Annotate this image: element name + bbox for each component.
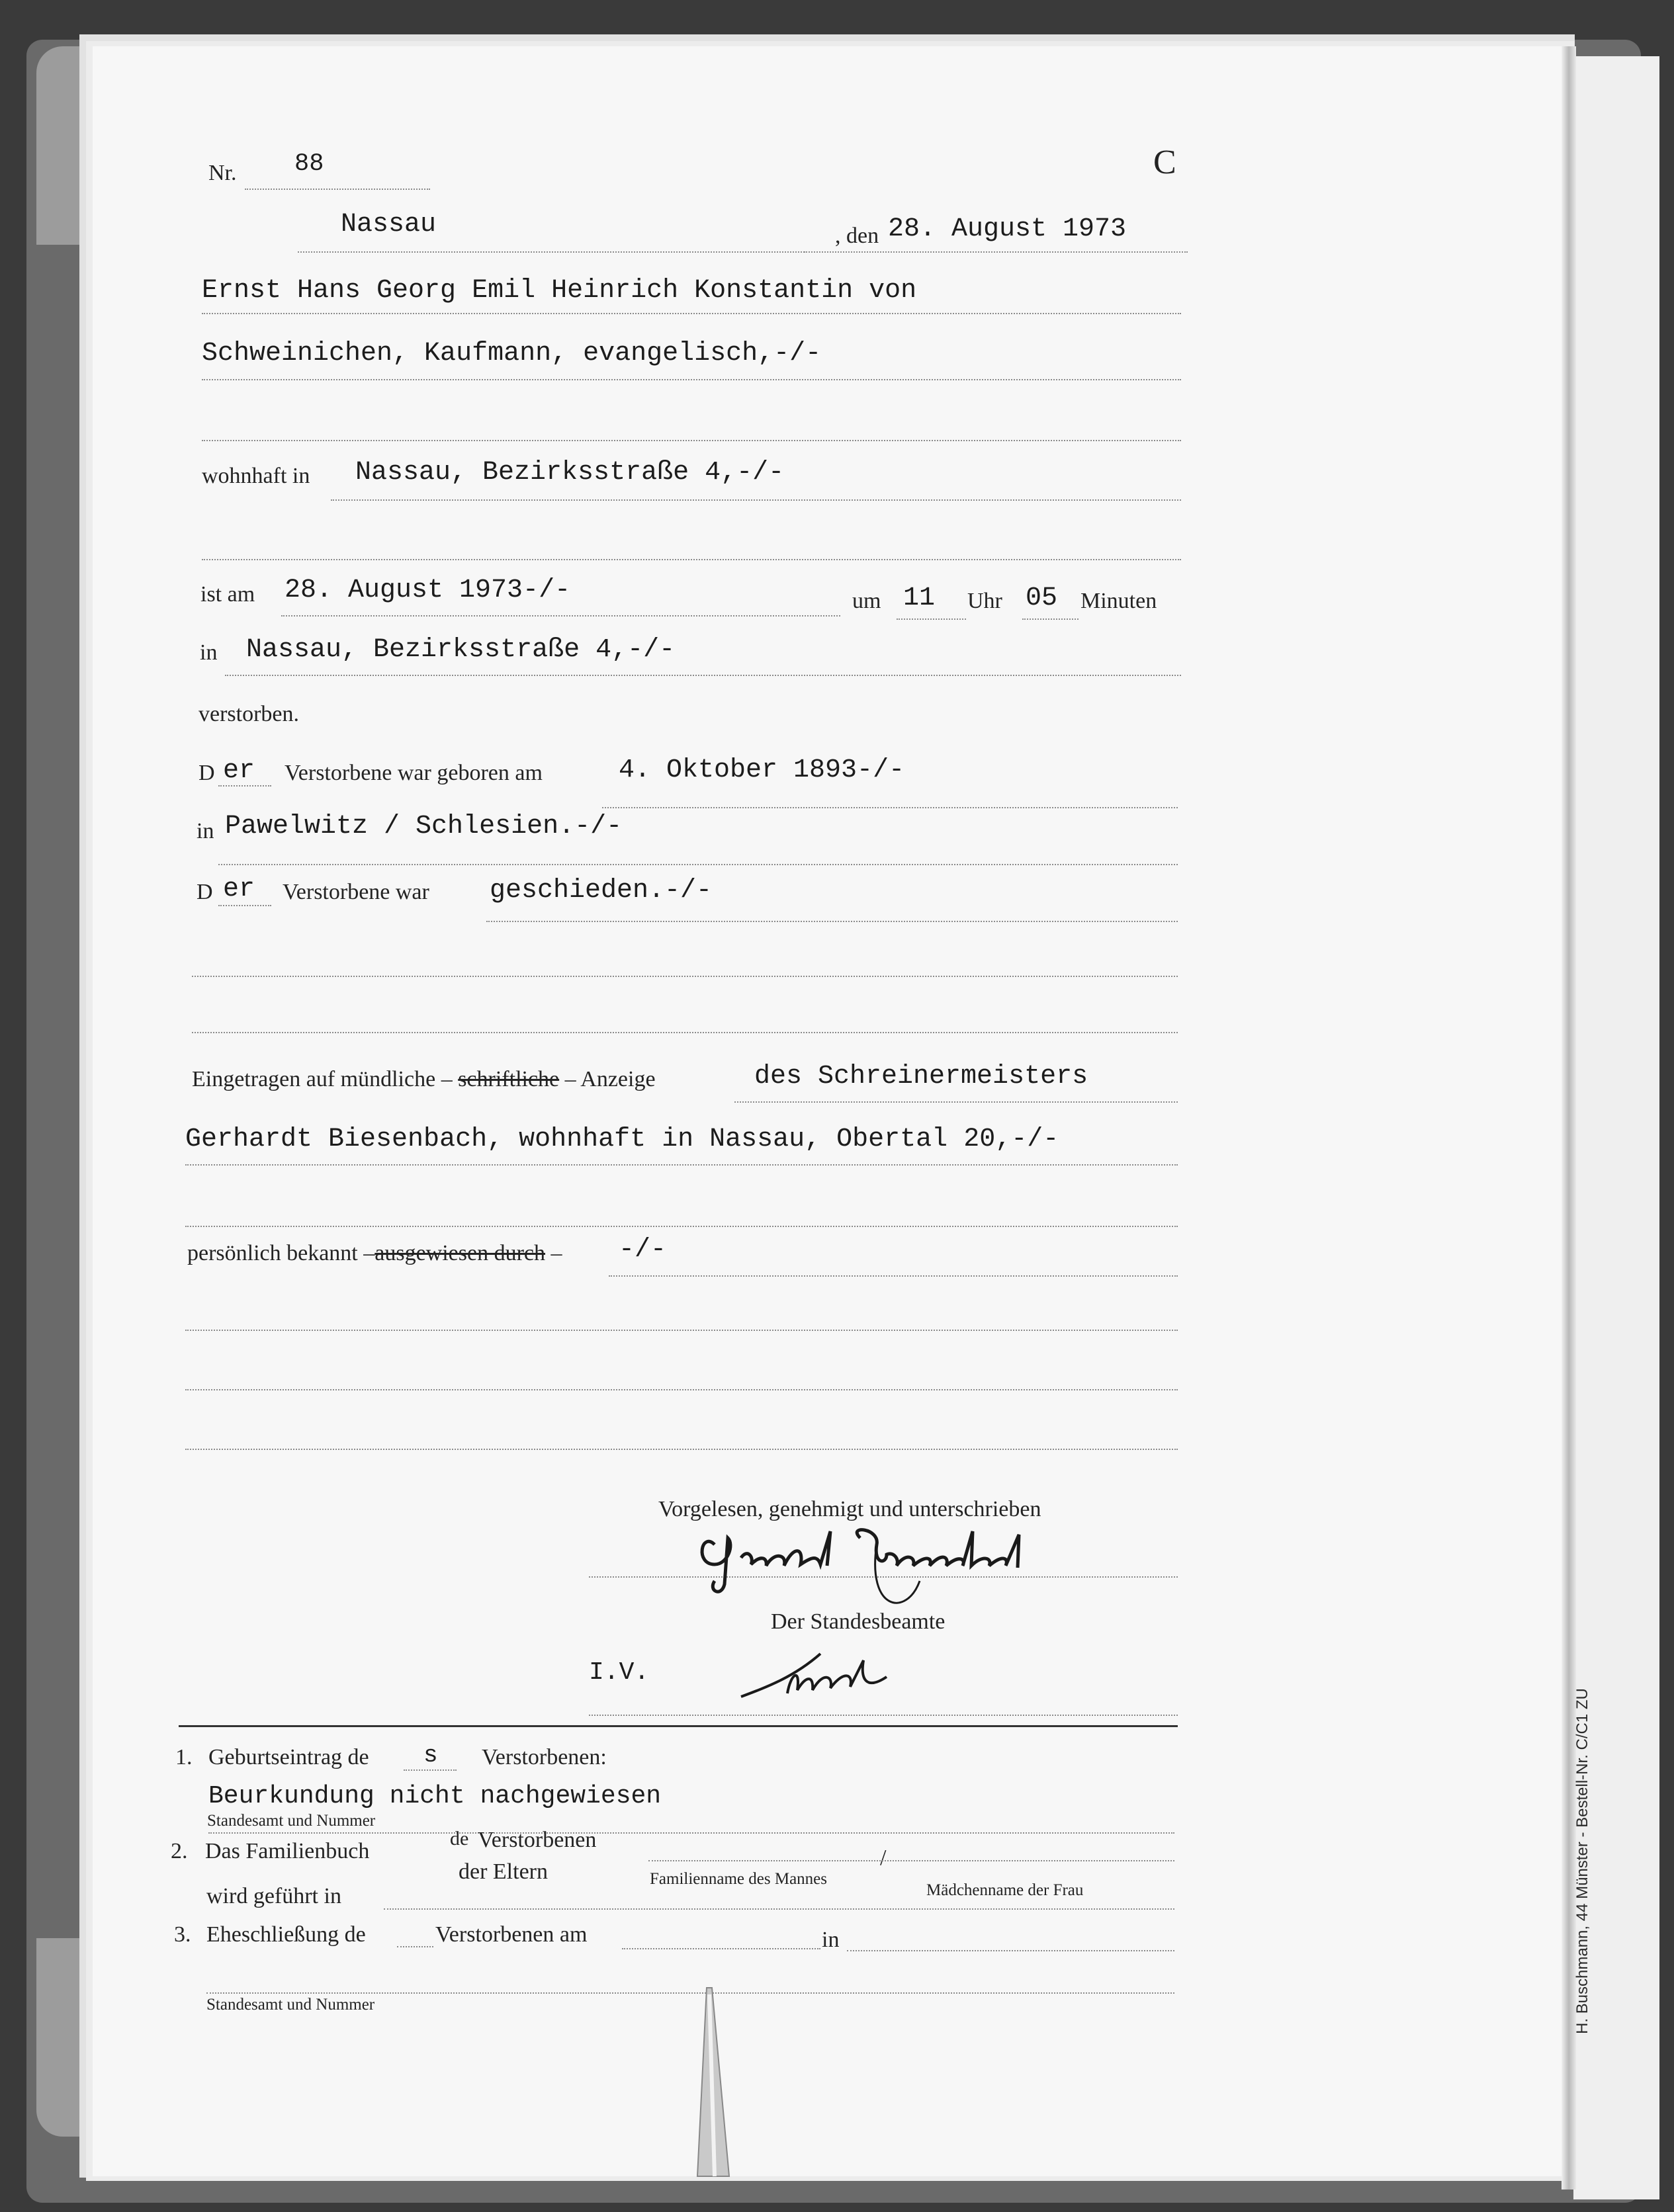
- identity-typed: -/-: [619, 1235, 667, 1265]
- item2-num: 2.: [171, 1839, 188, 1863]
- death-minutes-rule: [1022, 618, 1079, 620]
- place: Nassau: [341, 210, 437, 239]
- register-page: [93, 46, 1565, 2176]
- death-date-rule: [281, 615, 840, 617]
- residence-rule: [331, 499, 1181, 501]
- item3-num: 3.: [174, 1922, 191, 1947]
- item1-num: 1.: [175, 1745, 193, 1769]
- death-place: Nassau, Bezirksstraße 4,-/-: [246, 635, 676, 665]
- marital-rule-2: [192, 976, 1178, 977]
- name-rule-2: [202, 379, 1181, 380]
- birth-place-rule: [218, 864, 1178, 865]
- approval-text: Vorgelesen, genehmigt und unterschrieben: [658, 1497, 1041, 1521]
- death-hour: 11: [903, 583, 936, 613]
- item2-rule-2: [384, 1908, 1174, 1910]
- date: 28. August 1973: [888, 214, 1127, 244]
- residence-label: wohnhaft in: [202, 464, 310, 488]
- residence-value: Nassau, Bezirksstraße 4,-/-: [355, 458, 785, 488]
- identity-rule: [609, 1275, 1178, 1277]
- item3-in: in: [822, 1928, 840, 1952]
- item3-caption: Standesamt und Nummer: [206, 1996, 375, 2014]
- birth-date-rule: [602, 807, 1178, 808]
- birth-text: Verstorbene war geboren am: [285, 761, 543, 785]
- nr-line: [245, 189, 430, 190]
- den-label: , den: [835, 224, 879, 248]
- death-minuten: Minuten: [1080, 589, 1157, 613]
- item3-date-rule: [622, 1948, 820, 1949]
- report-typed-1: des Schreinermeisters: [754, 1062, 1088, 1091]
- item1-typed: Beurkundung nicht nachgewiesen: [208, 1782, 662, 1810]
- item2-opt2: der Eltern: [459, 1859, 548, 1884]
- blank-rule-3: [185, 1449, 1178, 1450]
- birth-place: Pawelwitz / Schlesien.-/-: [225, 812, 623, 841]
- nr-label: Nr.: [208, 161, 237, 185]
- identity-label: [187, 1242, 562, 1265]
- date-line: [804, 251, 1188, 253]
- death-uhr: Uhr: [967, 589, 1002, 613]
- report-rule-1: [734, 1101, 1178, 1103]
- item2-line2: wird geführt in: [206, 1884, 341, 1908]
- death-in: in: [200, 640, 218, 665]
- item1-label: Geburtseintrag de: [208, 1745, 369, 1769]
- registrar-signature: [728, 1640, 900, 1707]
- publisher-note: H. Buschmann, 44 Münster - Bestell-Nr. C/C1 ZU: [1573, 1688, 1591, 2034]
- item3-place-rule: [847, 1950, 1174, 1951]
- item2-slash: /: [880, 1846, 887, 1870]
- marital-value: geschieden.-/-: [490, 876, 713, 906]
- item2-cap-husband: Familienname des Mannes: [650, 1870, 827, 1888]
- pen: [668, 1988, 748, 2186]
- marital-d-suffix: er: [223, 874, 255, 904]
- item2-opt1: Verstorbenen: [478, 1828, 597, 1852]
- identity-struck: ausgewiesen durch: [374, 1241, 546, 1265]
- report-typed-2: Gerhardt Biesenbach, wohnhaft in Nassau, Obertal 20,-/-: [185, 1125, 1059, 1154]
- item1-fill-rule: [404, 1769, 457, 1771]
- death-um: um: [852, 589, 881, 613]
- item2-de: de: [450, 1828, 469, 1850]
- death-hour-rule: [897, 618, 966, 620]
- item2-rule-1: [648, 1860, 1174, 1861]
- name-rule-1: [202, 313, 1181, 314]
- item1-rule: [208, 1832, 1174, 1834]
- death-minutes: 05: [1026, 583, 1058, 613]
- death-ist-am: ist am: [200, 582, 255, 607]
- nr-value: 88: [294, 150, 324, 178]
- name-rule-3: [202, 440, 1181, 441]
- iv-label: I.V.: [589, 1658, 650, 1687]
- marital-rule: [486, 921, 1178, 922]
- identity-prefix: persönlich bekannt –: [187, 1241, 375, 1265]
- cover-corner-top: [36, 46, 83, 245]
- registrar-label: Der Standesbeamte: [771, 1609, 946, 1634]
- signature-rule-2: [589, 1715, 1178, 1716]
- birth-d-rule: [218, 785, 271, 787]
- report-rule-3: [185, 1226, 1178, 1227]
- name-line-2: Schweinichen, Kaufmann, evangelisch,-/-: [202, 339, 822, 368]
- birth-d: D: [198, 761, 215, 785]
- birth-in: in: [197, 819, 214, 843]
- birth-date: 4. Oktober 1893-/-: [619, 755, 905, 785]
- informant-signature: [688, 1518, 1165, 1604]
- item1-fill: s: [423, 1742, 438, 1769]
- death-date: 28. August 1973-/-: [285, 575, 571, 605]
- item2-cap-wife: Mädchenname der Frau: [926, 1881, 1084, 1899]
- marital-d: D: [197, 880, 213, 904]
- item1-caption: Standesamt und Nummer: [207, 1812, 376, 1830]
- blank-rule-2: [185, 1389, 1178, 1390]
- report-struck: schriftliche: [458, 1067, 560, 1091]
- identity-suffix: –: [551, 1241, 562, 1265]
- birth-d-suffix: er: [223, 756, 255, 786]
- item2-label: Das Familienbuch: [205, 1839, 370, 1863]
- report-suffix: – Anzeige: [564, 1067, 656, 1091]
- report-prefix: Eingetragen auf mündliche –: [192, 1067, 453, 1091]
- item1-label2: Verstorbenen:: [482, 1745, 607, 1769]
- death-place-rule: [225, 675, 1181, 676]
- blank-rule-1: [185, 1330, 1178, 1331]
- item3-fill-rule: [397, 1946, 433, 1947]
- marital-d-rule: [218, 905, 271, 906]
- residence-rule-2: [202, 559, 1181, 560]
- form-letter: C: [1153, 144, 1176, 181]
- cover-corner-bottom: [36, 1938, 83, 2137]
- place-line: [298, 251, 834, 253]
- name-line-1: Ernst Hans Georg Emil Heinrich Konstantin von: [202, 276, 917, 306]
- report-label: [192, 1068, 656, 1091]
- report-rule-2: [185, 1164, 1178, 1166]
- footer-rule: [179, 1725, 1178, 1727]
- item3-label2: Verstorbenen am: [435, 1922, 588, 1947]
- marital-rule-3: [192, 1032, 1178, 1033]
- marital-text: Verstorbene war: [283, 880, 429, 904]
- item3-label: Eheschließung de: [206, 1922, 366, 1947]
- verstorben: verstorben.: [198, 702, 300, 726]
